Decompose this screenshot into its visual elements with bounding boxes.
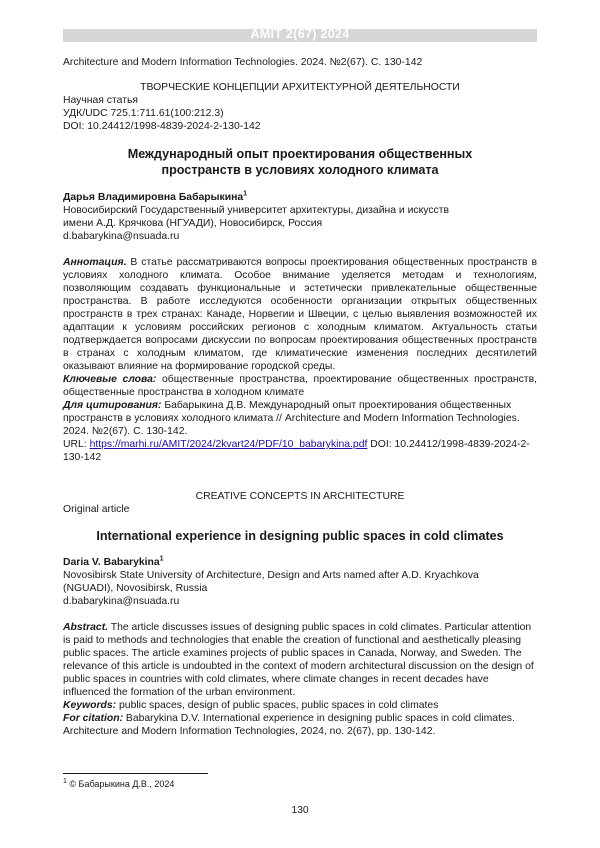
ru-url-line bbox=[63, 438, 537, 464]
en-article-title: International experience in designing public spaces in cold climates bbox=[96, 529, 504, 543]
ru-abstract-text: В статье рассматриваются вопросы проектирования общественных пространств в условиях холодного климата. Особое внимание уделяется методам и технологиям, позволяющим создавать функциональные и эстетически привлекательные общественные пространства. В работе исследуются особенности организации открытых общественных пространств в трех странах: Канаде, Норвегии и Швеции, с целью выявления возможностей их адаптации к условиям российских регионов с холодным климатом. Актуальность статьи подтверждается вопросами дискуссии по вопросам проектирования общественных пространств в странах с холодным климатом, где климатические изменения последних десятилетий оказывают влияние на формирование городской среды. bbox=[63, 257, 537, 372]
ru-abstract-label: Аннотация. bbox=[63, 257, 127, 268]
footnote bbox=[63, 779, 174, 790]
en-author-name: Daria V. Babarykina bbox=[63, 557, 160, 568]
ru-abstract bbox=[63, 256, 537, 373]
en-article-type: Original article bbox=[63, 504, 130, 515]
ru-cite-text: Бабарыкина Д.В. Международный опыт проектирования общественных пространств в условиях холодного климата // Architecture and Modern Information Technologies. 2024. №2(67). С. 130-142. bbox=[63, 400, 520, 437]
page-number: 130 bbox=[291, 805, 309, 816]
footnote-divider bbox=[63, 773, 208, 774]
ru-article-type: Научная статья bbox=[63, 95, 138, 106]
ru-author bbox=[63, 191, 537, 204]
en-abstract-text: The article discusses issues of designing public spaces in cold climates. Particular attention is paid to methods and technologies that enable the creation of functional and aesthetically pleasing public spaces. The article examines projects of public spaces in Canada, Norway, and Sweden. The relevance of this article is undoubted in the context of modern architectural discussion on the design of public spaces in countries with cold climates, where climate changes in recent decades have influenced the formation of the urban environment. bbox=[63, 622, 534, 698]
ru-keywords-text: общественные пространства, проектирование общественных пространств, общественные пространства в холодном климате bbox=[63, 374, 537, 398]
ru-citation bbox=[63, 399, 537, 438]
journal-banner-text: AMIT 2(67) 2024 bbox=[250, 27, 350, 41]
en-cite-label: For citation: bbox=[63, 713, 124, 724]
en-citation bbox=[63, 712, 537, 738]
article-pdf-link[interactable]: https://marhi.ru/AMIT/2024/2kvart24/PDF/10_babarykina.pdf bbox=[89, 439, 368, 450]
ru-affiliation-line-2: имени А.Д. Крячкова (НГУАДИ), Новосибирск, Россия bbox=[63, 218, 323, 229]
footnote-text: © Бабарыкина Д.В., 2024 bbox=[66, 779, 175, 789]
en-email: d.babarykina@nsuada.ru bbox=[63, 596, 180, 607]
en-keywords-label: Keywords: bbox=[63, 700, 117, 711]
ru-author-footnote-mark: 1 bbox=[243, 190, 248, 198]
en-abstract-label: Abstract. bbox=[63, 622, 109, 633]
article-body bbox=[63, 56, 537, 738]
ru-keywords bbox=[63, 373, 537, 399]
en-abstract bbox=[63, 621, 537, 699]
ru-author-name: Дарья Владимировна Бабарыкина bbox=[63, 192, 244, 203]
ru-url-doi: DOI: 10.24412/1998-4839-2024-2-130-142 bbox=[63, 439, 530, 463]
en-keywords-text: public spaces, design of public spaces, public spaces in cold climates bbox=[116, 700, 439, 711]
ru-section-heading: ТВОРЧЕСКИЕ КОНЦЕПЦИИ АРХИТЕКТУРНОЙ ДЕЯТЕЛЬНОСТИ bbox=[140, 82, 460, 93]
en-author-footnote-mark: 1 bbox=[159, 555, 164, 563]
en-affiliation-line-1: Novosibirsk State University of Architecture, Design and Arts named after A.D. Kryachkova bbox=[63, 570, 479, 581]
ru-cite-label: Для цитирования: bbox=[63, 400, 162, 411]
footnote-mark: 1 bbox=[63, 778, 67, 785]
ru-keywords-label: Ключевые слова: bbox=[63, 374, 157, 385]
journal-banner bbox=[63, 29, 537, 42]
en-author bbox=[63, 556, 537, 569]
ru-udc: УДК/UDC 725.1:711.61(100:212.3) bbox=[63, 108, 224, 119]
ru-title-line-2: пространств в условиях холодного климата bbox=[161, 163, 439, 177]
en-section-heading: CREATIVE CONCEPTS IN ARCHITECTURE bbox=[195, 491, 405, 502]
ru-email: d.babarykina@nsuada.ru bbox=[63, 231, 180, 242]
ru-url-label: URL: bbox=[63, 439, 90, 450]
ru-doi: DOI: 10.24412/1998-4839-2024-2-130-142 bbox=[63, 121, 261, 132]
en-keywords bbox=[63, 699, 537, 712]
citation-line: Architecture and Modern Information Technologies. 2024. №2(67). С. 130-142 bbox=[63, 57, 423, 68]
ru-title-line-1: Международный опыт проектирования общественных bbox=[127, 147, 473, 161]
en-affiliation-line-2: (NGUADI), Novosibirsk, Russia bbox=[63, 583, 208, 594]
ru-article-title bbox=[63, 146, 537, 178]
ru-affiliation-line-1: Новосибирский Государственный университет архитектуры, дизайна и искусств bbox=[63, 205, 450, 216]
en-cite-text: Babarykina D.V. International experience in designing public spaces in cold climates. Architecture and Modern Information Technologies, 2024, no. 2(67), pp. 130-142. bbox=[63, 713, 515, 737]
